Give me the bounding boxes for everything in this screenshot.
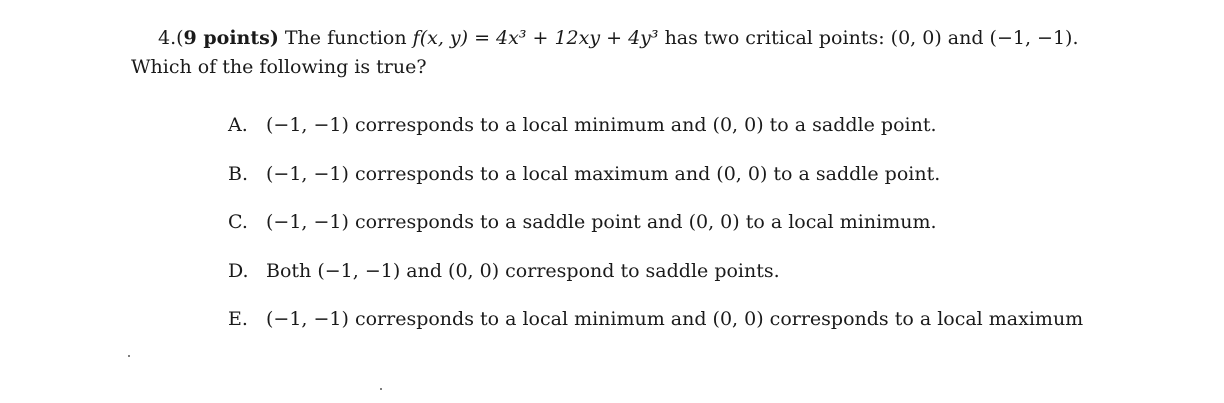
question-block: [131, 24, 1191, 82]
stem-text-2: has two critical points:: [658, 27, 891, 49]
option-e: [228, 302, 1128, 351]
option-c: [228, 205, 1128, 254]
option-letter: A.: [228, 114, 248, 136]
option-text: (−1, −1) corresponds to a local minimum and (0, 0) corresponds to a local maximum: [266, 308, 1084, 330]
option-text: (−1, −1) corresponds to a local minimum and (0, 0) to a saddle point.: [266, 114, 937, 136]
option-letter: E.: [228, 308, 248, 330]
option-letter: C.: [228, 211, 248, 233]
question-points: 9 points): [183, 27, 279, 49]
option-a: [228, 108, 1128, 157]
critical-points: (0, 0) and (−1, −1).: [890, 27, 1079, 49]
question-number: 4.(: [158, 27, 184, 49]
stem-text: The function: [278, 27, 413, 49]
scan-speck: [128, 355, 130, 357]
option-letter: D.: [228, 259, 249, 282]
option-text: (−1, −1) corresponds to a local maximum and (0, 0) to a saddle point.: [266, 162, 941, 185]
option-text: (−1, −1) corresponds to a saddle point and (0, 0) to a local minimum.: [266, 211, 937, 233]
answer-options: [228, 108, 1128, 351]
scan-speck: [380, 388, 382, 390]
question-prompt: Which of the following is true?: [131, 56, 427, 78]
option-d: [228, 254, 1128, 303]
option-text: Both (−1, −1) and (0, 0) correspond to saddle points.: [266, 259, 780, 282]
option-b: [228, 157, 1128, 206]
function-expression: f(x, y) = 4x³ + 12xy + 4y³: [412, 27, 659, 49]
question-stem: [131, 24, 1191, 53]
option-letter: B.: [228, 162, 249, 185]
